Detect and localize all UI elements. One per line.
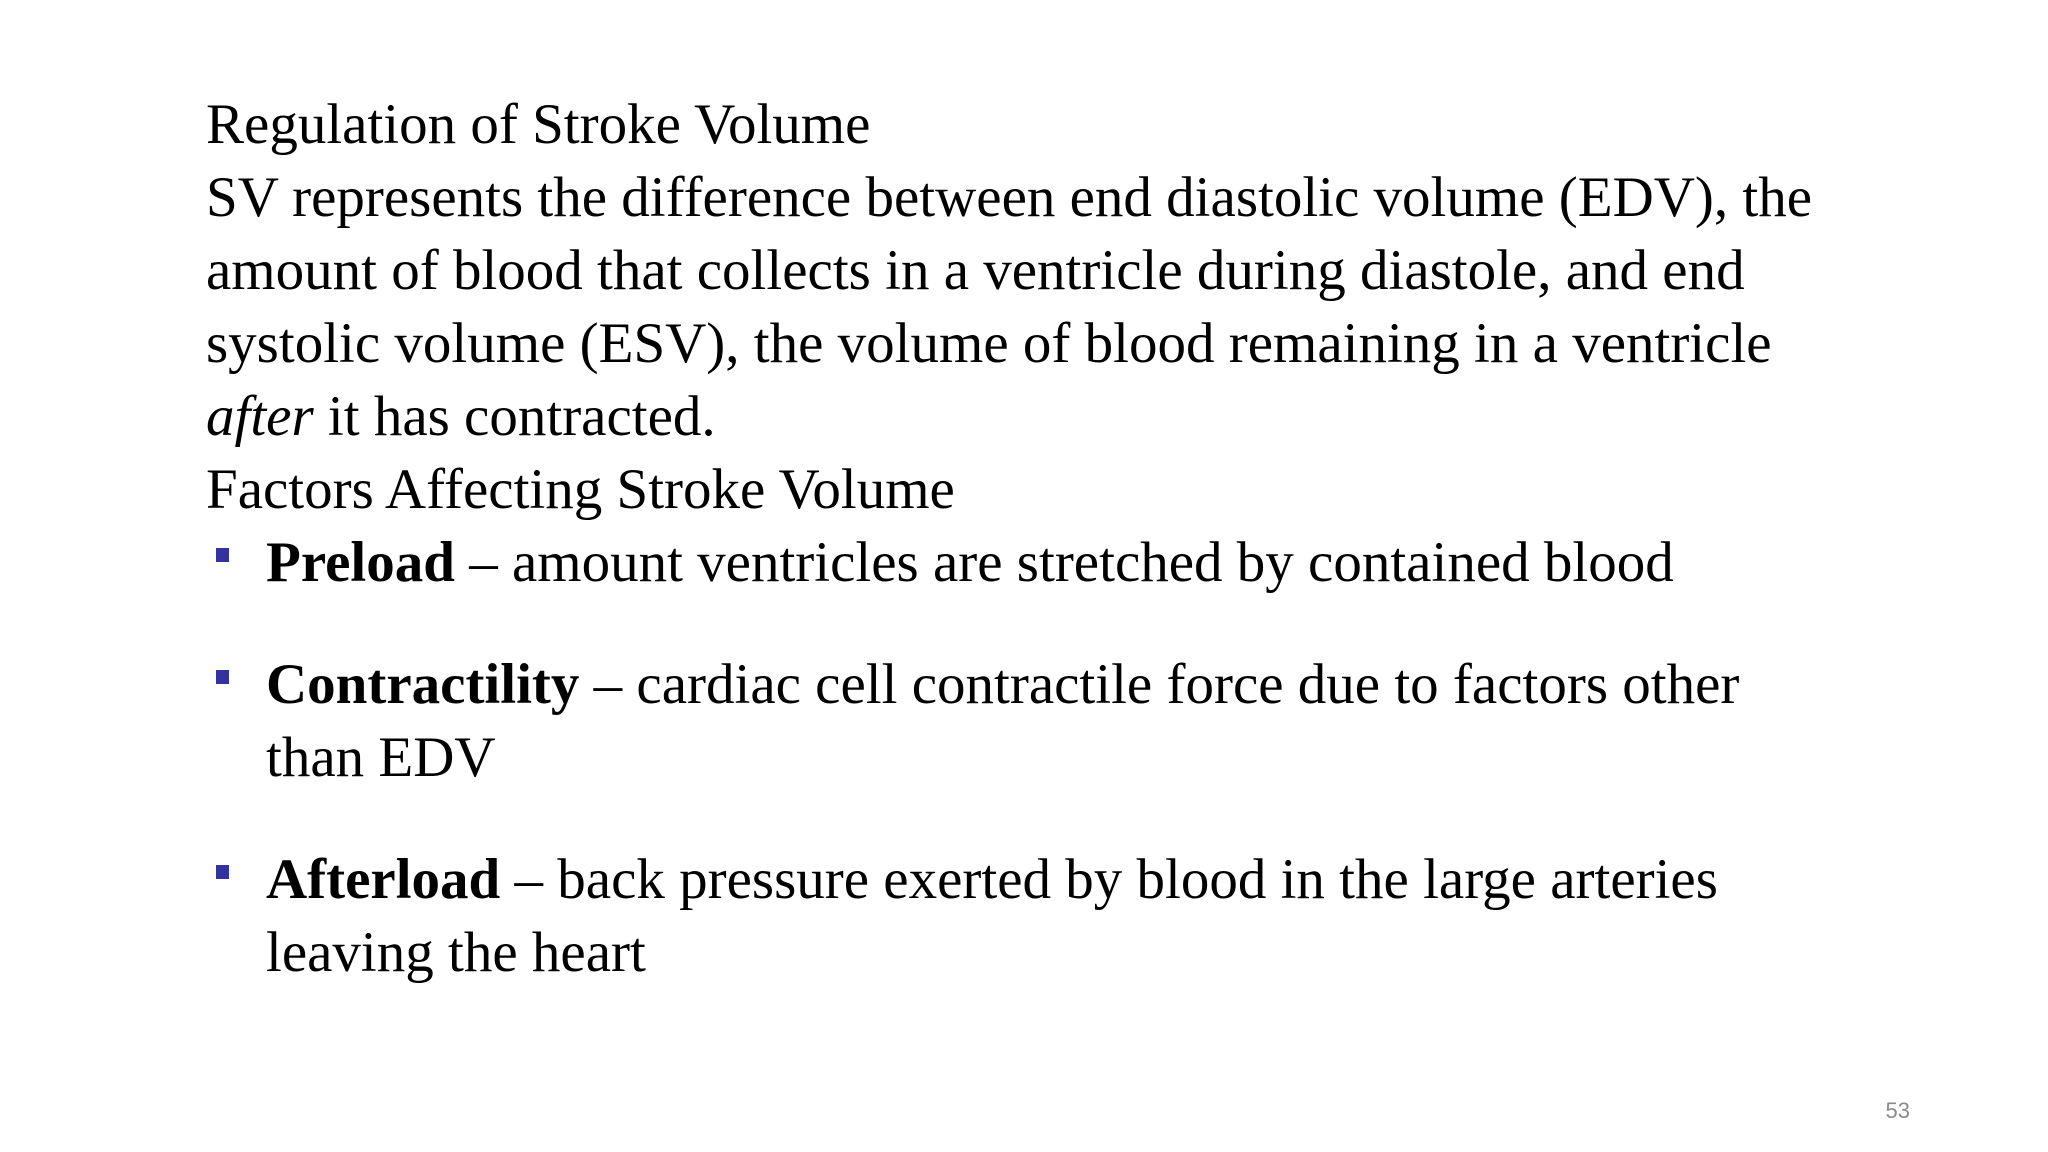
bullet-description: – cardiac cell contractile force due to factors other than EDV [266, 653, 1740, 789]
stroke-volume-definition [206, 161, 1846, 453]
bullet-description: – back pressure exerted by blood in the large arteries leaving the heart [266, 848, 1718, 984]
square-bullet-icon [216, 865, 229, 879]
page-number: 53 [1885, 1098, 1910, 1123]
square-bullet-icon [216, 670, 229, 684]
list-item-contractility [206, 648, 1846, 794]
section-heading-regulation: Regulation of Stroke Volume [206, 93, 871, 156]
definition-italic-word: after [206, 385, 314, 448]
list-item-preload [206, 526, 1846, 599]
bullet-description: – amount ventricles are stretched by contained blood [454, 531, 1674, 594]
factors-list [206, 526, 1846, 989]
bullet-term: Contractility [266, 653, 580, 716]
slide-content [206, 88, 1846, 989]
list-item-afterload [206, 843, 1846, 989]
bullet-term: Afterload [266, 848, 501, 911]
square-bullet-icon [216, 548, 229, 562]
section-heading-factors: Factors Affecting Stroke Volume [206, 458, 955, 521]
definition-text-end: it has contracted. [313, 385, 716, 448]
bullet-term: Preload [266, 531, 455, 594]
definition-text-start: SV represents the difference between end diastolic volume (EDV), the amount of blood that collects in a ventricle during diastole, and end systolic volume (ESV), the volume of blood remaining in a ventricle [206, 166, 1813, 375]
